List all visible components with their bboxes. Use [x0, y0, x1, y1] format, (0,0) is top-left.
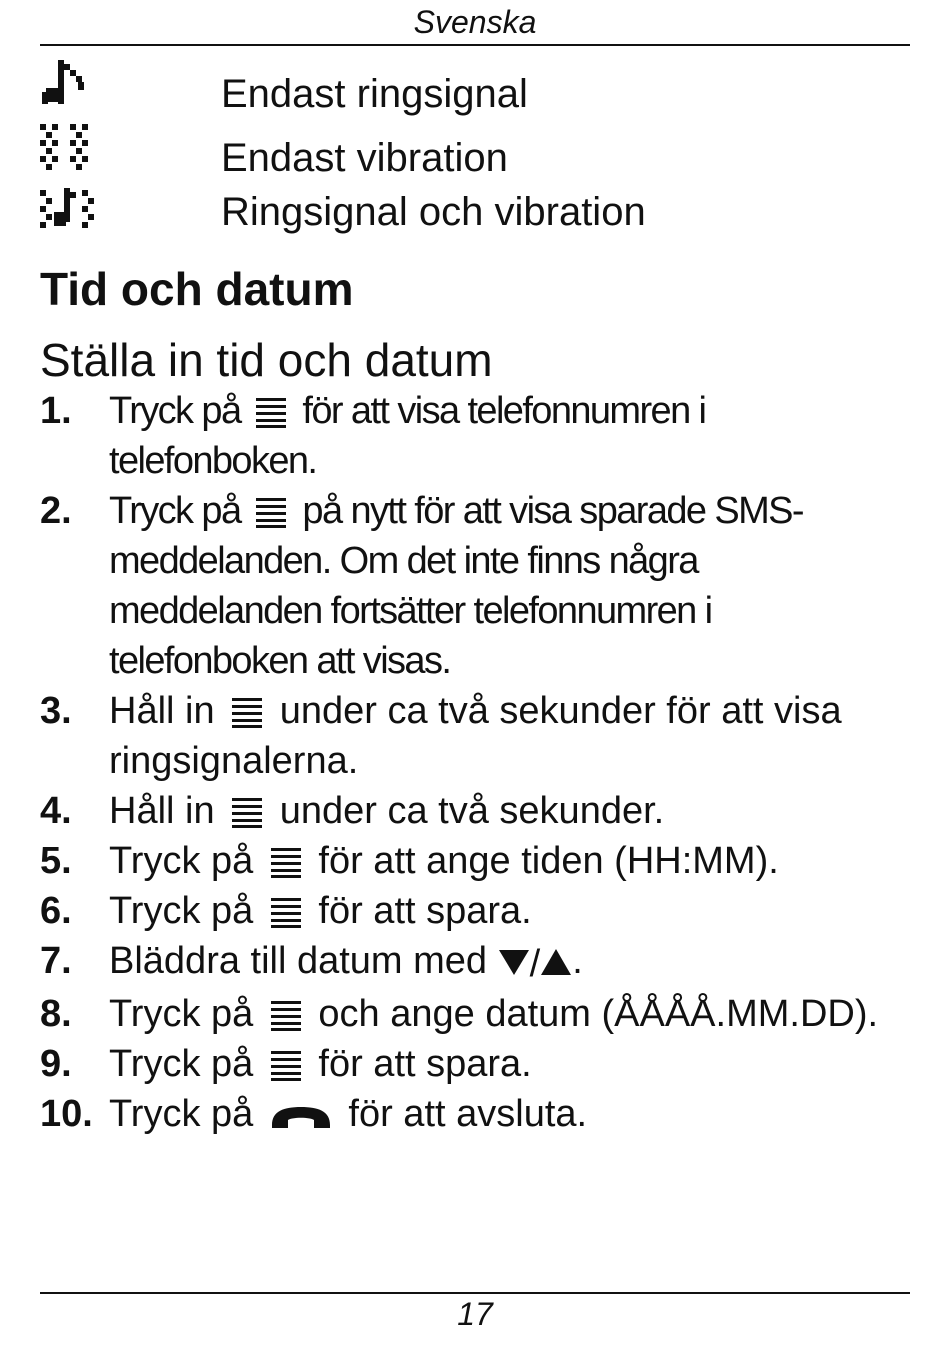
list-item — [40, 686, 900, 786]
menu-icon — [255, 496, 287, 528]
step-text: . — [572, 940, 583, 982]
step-text: Håll in — [109, 790, 215, 832]
list-item — [40, 486, 900, 686]
step-number: 7. — [40, 940, 72, 982]
header-rule — [40, 44, 910, 46]
footer-rule — [40, 1292, 910, 1294]
step-text: Tryck på — [109, 1093, 254, 1135]
down-arrow-icon — [498, 948, 530, 976]
step-text: och ange datum (ÅÅÅÅ.MM.DD). — [318, 993, 879, 1035]
ring-mode-label: Endast ringsignal — [221, 72, 528, 116]
ring-mode-ringtone-only — [40, 58, 900, 114]
menu-icon — [270, 1049, 302, 1081]
step-text: för att spara. — [318, 890, 532, 932]
step-number: 1. — [40, 390, 72, 432]
step-text: på nytt för att visa sparade SMS-meddelanden. Om det inte finns några meddelanden fortsätter telefonnumren i telefonboken att visas. — [109, 490, 803, 682]
step-text: Håll in — [109, 690, 215, 732]
list-item — [40, 786, 900, 836]
list-item — [40, 836, 900, 886]
step-text: under ca två sekunder. — [279, 790, 665, 832]
page-number: 17 — [457, 1296, 493, 1332]
step-text: för att ange tiden (HH:MM). — [318, 840, 779, 882]
step-text: Tryck på — [109, 390, 241, 432]
ring-mode-ringtone-and-vibration — [40, 186, 900, 242]
ring-mode-label: Endast vibration — [221, 136, 508, 180]
step-text: Tryck på — [109, 490, 241, 532]
menu-icon — [231, 696, 263, 728]
step-number: 6. — [40, 890, 72, 932]
list-item — [40, 936, 900, 989]
vibration-icon — [40, 122, 88, 176]
step-number: 10. — [40, 1093, 93, 1135]
list-item — [40, 989, 900, 1039]
step-text: Tryck på — [109, 840, 254, 882]
step-number: 5. — [40, 840, 72, 882]
up-arrow-icon — [540, 948, 572, 976]
section-title: Tid och datum — [40, 263, 354, 315]
down-up-arrows-icon — [498, 939, 573, 989]
end-call-icon — [270, 1105, 332, 1131]
step-number: 4. — [40, 790, 72, 832]
running-header: Svenska — [413, 4, 537, 40]
list-item — [40, 1039, 900, 1089]
step-text: under ca två sekunder för att visa ringsignalerna. — [109, 690, 842, 782]
step-number: 3. — [40, 690, 72, 732]
list-item — [40, 886, 900, 936]
ring-mode-vibration-only — [40, 122, 900, 178]
menu-icon — [255, 396, 287, 428]
list-item — [40, 386, 900, 486]
step-text: för att spara. — [318, 1043, 532, 1085]
steps-list — [40, 386, 900, 1139]
step-text: Tryck på — [109, 890, 254, 932]
menu-icon — [270, 846, 302, 878]
step-text: Bläddra till datum med — [109, 940, 488, 982]
step-number: 8. — [40, 993, 72, 1035]
step-text: för att visa telefonnumren i telefonboken. — [109, 390, 706, 482]
ring-mode-label: Ringsignal och vibration — [221, 190, 646, 234]
note-icon — [40, 58, 88, 110]
section-subtitle: Ställa in tid och datum — [40, 334, 493, 386]
step-text: för att avsluta. — [348, 1093, 588, 1135]
menu-icon — [270, 896, 302, 928]
step-number: 9. — [40, 1043, 72, 1085]
list-item — [40, 1089, 900, 1139]
step-text: Tryck på — [109, 993, 254, 1035]
menu-icon — [270, 999, 302, 1031]
menu-icon — [231, 796, 263, 828]
step-text: Tryck på — [109, 1043, 254, 1085]
note-vibration-icon — [40, 186, 94, 232]
step-number: 2. — [40, 490, 72, 532]
slash-separator: / — [529, 943, 541, 985]
